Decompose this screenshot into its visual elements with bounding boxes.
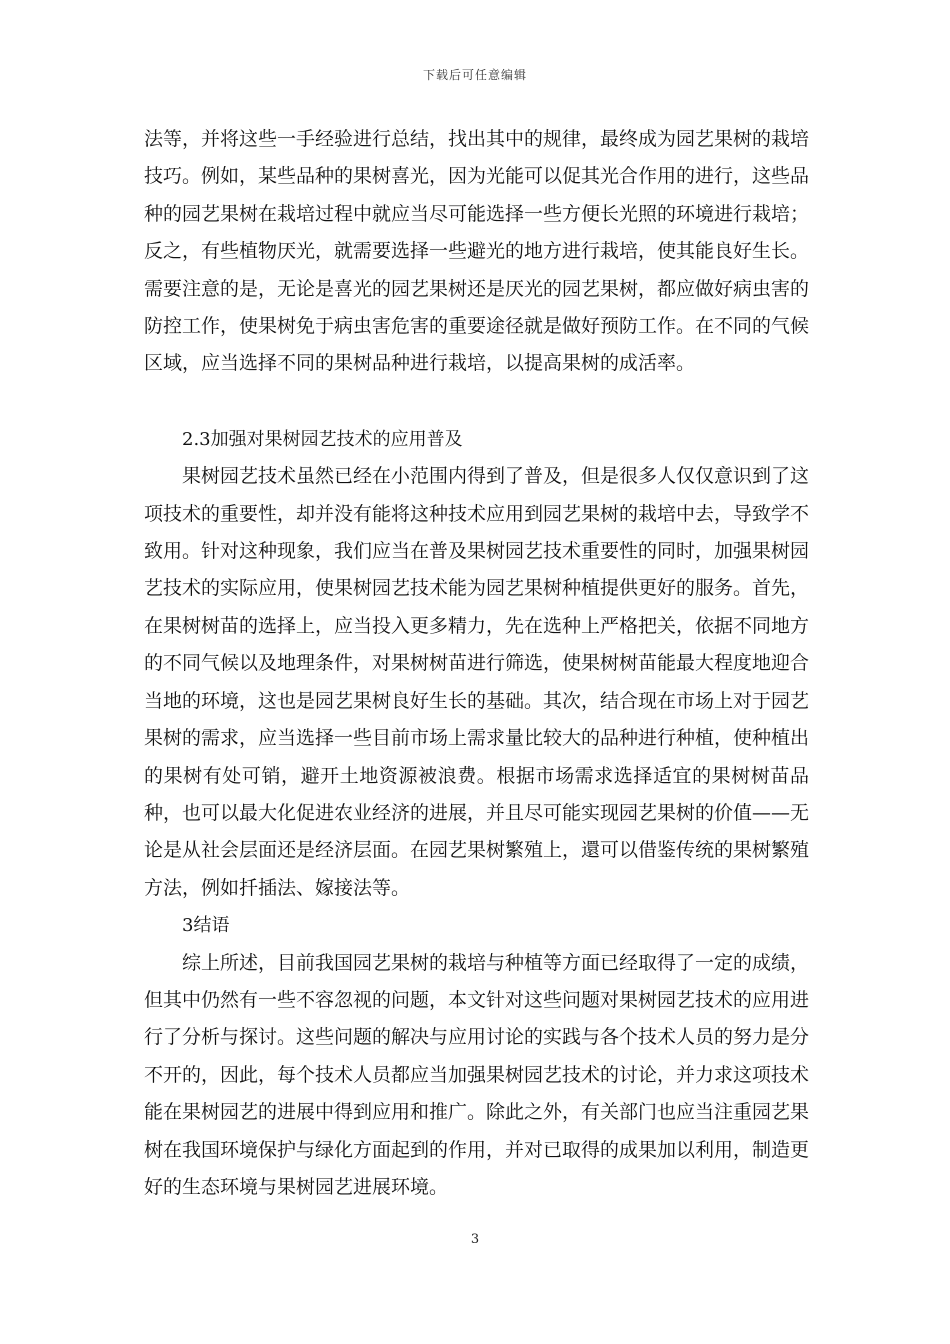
document-body (144, 121, 809, 1206)
section-heading-2-3: 2.3加强对果树园艺技术的应用普及 (182, 428, 463, 450)
page-header: 下载后可任意编辑 (422, 68, 527, 82)
paragraph-2-3: 果树园艺技术虽然已经在小范围内得到了普及，但是很多人仅仅意识到了这项技术的重要性，却并没有能将这种技术应用到园艺果树的栽培中去，导致学不致用。针对这种现象，我们应当在普及果树园艺技术重要性的同时，加强果树园艺技术的实际应用，使果树园艺技术能为园艺果树种植提供更好的服务。首先，在果树树苗的选择上，应当投入更多精力，先在选种上严格把关，依据不同地方的不同气候以及地理条件，对果树树苗进行筛选，使果树树苗能最大程度地迎合当地的环境，这也是园艺果树良好生长的基础。其次，结合现在市场上对于园艺果树的需求，应当选择一些目前市场上需求量比较大的品种进行种植，使种植出的果树有处可销，避开土地资源被浪费。根据市场需求选择适宜的果树树苗品种，也可以最大化促进农业经济的进展，并且尽可能实现园艺果树的价值——无论是从社会层面还是经济层面。在园艺果树繁殖上，還可以借鉴传统的果树繁殖方法，例如扦插法、嫁接法等。 (144, 465, 810, 899)
section-heading-3: 3结语 (182, 915, 230, 937)
paragraph-continued: 法等，并将这些一手经验进行总结，找出其中的规律，最终成为园艺果树的栽培技巧。例如，某些品种的果树喜光，因为光能可以促其光合作用的进行，这些品种的园艺果树在栽培过程中就应当尽可能选择一些方便长光照的环境进行栽培；反之，有些植物厌光，就需要选择一些避光的地方进行栽培，使其能良好生长。需要注意的是，无论是喜光的园艺果树还是厌光的园艺果树，都应做好病虫害的防控工作，使果树免于病虫害危害的重要途径就是做好预防工作。在不同的气候区域，应当选择不同的果树品种进行栽培，以提高果树的成活率。 (144, 128, 810, 375)
page-number: 3 (470, 1232, 480, 1247)
paragraph-conclusion: 综上所述，目前我国园艺果树的栽培与种植等方面已经取得了一定的成绩，但其中仍然有一些不容忽视的问题，本文针对这些问题对果树园艺技术的应用进行了分析与探讨。这些问题的解决与应用讨论的实践与各个技术人员的努力是分不开的，因此，每个技术人员都应当加强果树园艺技术的讨论，并力求这项技术能在果树园艺的进展中得到应用和推广。除此之外，有关部门也应当注重园艺果树在我国环境保护与绿化方面起到的作用，并对已取得的成果加以利用，制造更好的生态环境与果树园艺进展环境。 (144, 951, 810, 1198)
